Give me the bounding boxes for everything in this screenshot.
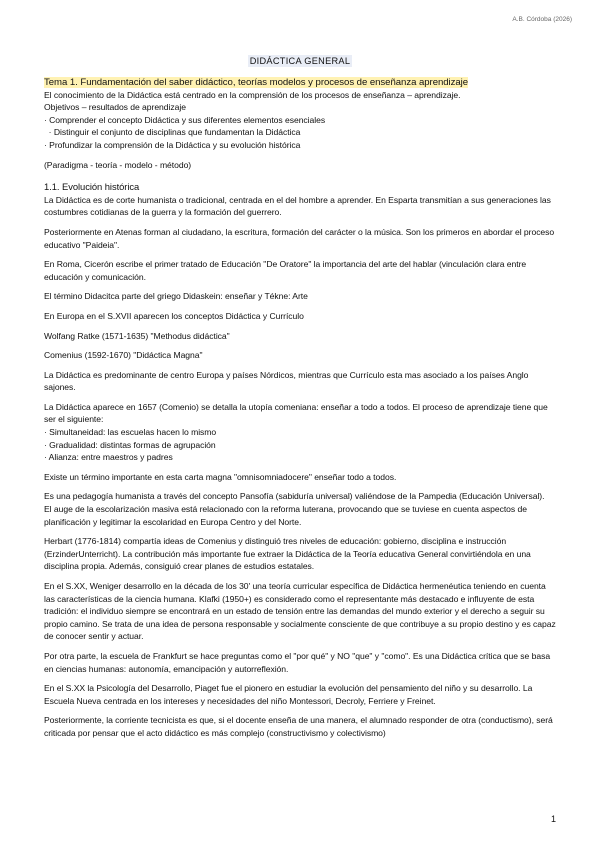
paradigm-line: (Paradigma - teoría - modelo - método) — [44, 159, 192, 170]
objective-item: · Profundizar la comprensión de la Didáctica y su evolución histórica — [44, 139, 301, 150]
document-title-text: DIDÁCTICA GENERAL — [249, 56, 351, 66]
intro-line: Objetivos – resultados de aprendizaje — [44, 102, 186, 113]
topic-heading-text: Tema 1. Fundamentación del saber didáctico, teorías modelos y procesos de enseñanza aprendizaje — [44, 76, 469, 88]
paragraph: La Didáctica es de corte humanista o tradicional, centrada en el del hombre a aprender. En Esparta transmitían a sus generaciones las costumbres cotidianas de la guerra y la formación del guerrero. — [44, 194, 551, 218]
list-item: · Gradualidad: distintas formas de agrupación — [44, 439, 216, 450]
paragraph: Wolfang Ratke (1571-1635) "Methodus didáctica" — [44, 330, 230, 341]
objective-item: · Comprender el concepto Didáctica y sus diferentes elementos esenciales — [44, 114, 326, 125]
paragraph: Posteriormente, la corriente tecnicista es que, si el docente enseña de una manera, el alumnado responder de otra (conductismo), será criticada por pensar que el acto didáctico es más complejo (constructivismo y colectivismo) — [44, 715, 553, 738]
paragraph: En el S.XX, Weniger desarrollo en la década de los 30' una teoría curricular específica de Didáctica hermenéutica teniendo en cuenta las características de la ciencia humana. Klafki (1950+) es considerado como el representante más destacado e influyente de esta tradición: el individuo siempre se encontrará en un estado de tensión entre las demandas del mundo exterior y el derecho a seguir su propio camino. Se trata de una idea de persona responsable y socialmente consciente de que contribuye a su propio destino y es capaz de conocer sentir y actuar. — [44, 581, 556, 642]
paragraph: La Didáctica aparece en 1657 (Comenio) se detalla la utopía comeniana: enseñar a todo a todos. El proceso de aprendizaje tiene que ser el siguiente: — [44, 401, 548, 425]
paragraph: Es una pedagogía humanista a través del concepto Pansofía (sabiduría universal) valiéndose de la Pampedia (Educación Universal). — [44, 491, 545, 502]
paragraph: Posteriormente en Atenas forman al ciudadano, la escritura, formación del carácter o la música. Son los primeros en abordar el proceso educativo "Paideia". — [44, 226, 555, 250]
paragraph: En Europa en el S.XVII aparecen los conceptos Didáctica y Currículo — [44, 310, 304, 321]
paragraph: La Didáctica es predominante de centro Europa y países Nórdicos, mientras que Currículo esta mas asociado a los países Anglo sajones. — [44, 369, 529, 393]
page-number: 1 — [550, 814, 556, 824]
paragraph: Existe un término importante en esta carta magna "omnisomniadocere" enseñar todo a todos. — [44, 471, 397, 482]
list-item: · Simultaneidad: las escuelas hacen lo mismo — [44, 427, 217, 438]
paragraph: El término Didacitca parte del griego Didaskein: enseñar y Tékne: Arte — [44, 291, 308, 302]
paragraph: Por otra parte, la escuela de Frankfurt se hace preguntas como el "por qué" y NO "que" y "como". Es una Didáctica crítica que se basa en ciencias humanas: autonomía, emancipación y autorreflexión. — [44, 650, 551, 674]
objective-item: · Distinguir el conjunto de disciplinas que fundamentan la Didáctica — [44, 127, 301, 138]
paragraph: En Roma, Cicerón escribe el primer tratado de Educación "De Oratore" la importancia del arte del hablar (vinculación clara entre educación y comunicación. — [44, 259, 527, 282]
document-title — [44, 55, 556, 68]
paragraph: El auge de la escolarización masiva está relacionado con la reforma luterana, provocando que se tuviese en cuenta aspectos de planificación y legitimar la escolaridad en Europa Centro y del Norte. — [44, 504, 527, 527]
paragraph: En el S.XX la Psicología del Desarrollo, Piaget fue el pionero en estudiar la evolución del pensamiento del niño y su desarrollo. La Escuela Nueva centrada en los intereses y necesidades del niño Montessori, Decroly, Ferriere y Freinet. — [44, 683, 533, 706]
list-item: · Alianza: entre maestros y padres — [44, 452, 173, 463]
paragraph: Herbart (1776-1814) compartía ideas de Comenius y distinguió tres niveles de educación: gobierno, disciplina e instrucción (ErzinderUnterricht). La contribución más importante fue extraer la Didáctica de la Teoría educativa General convirtiéndola en una disciplina propia. Además, consiguió crear planes de estudios estatales. — [44, 536, 531, 572]
document-body — [44, 55, 556, 740]
intro-line: El conocimiento de la Didáctica está centrado en la comprensión de los procesos de enseñanza – aprendizaje. — [44, 89, 461, 100]
paragraph: Comenius (1592-1670) "Didáctica Magna" — [44, 350, 203, 361]
author-note: A.B. Córdoba (2026) — [512, 16, 572, 23]
topic-heading — [44, 76, 556, 89]
section-heading: 1.1. Evolución histórica — [44, 181, 140, 193]
